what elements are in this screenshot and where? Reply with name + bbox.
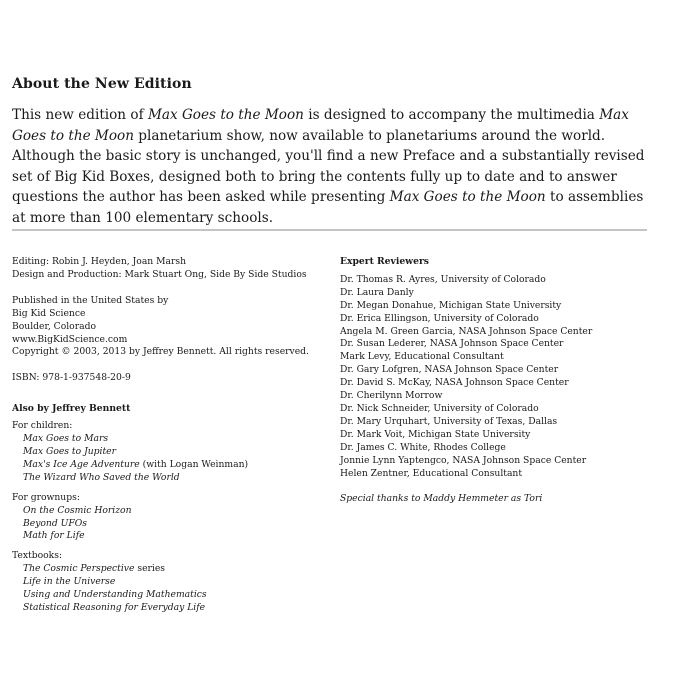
about-text-1: This new edition of [12, 107, 148, 123]
publisher-location: Boulder, Colorado [12, 320, 96, 332]
reviewer-name: Dr. Erica Ellingson, University of Colorado [340, 312, 539, 324]
book-title: On the Cosmic Horizon [23, 504, 132, 516]
book-series-note: series [134, 563, 165, 575]
about-title-3: Max Goes to the Moon [389, 189, 546, 206]
book-title: Life in the Universe [23, 576, 116, 588]
publisher-line: Published in the United States by [12, 294, 169, 306]
reviewer-name: Dr. James C. White, Rhodes College [340, 441, 506, 453]
reviewers-heading: Expert Reviewers [340, 256, 429, 267]
textbooks-label: Textbooks: [12, 550, 63, 562]
grownups-label: For grownups: [12, 491, 80, 503]
reviewer-name: Dr. Mary Urquhart, University of Texas, Dallas [340, 415, 558, 427]
book-title: Statistical Reasoning for Everyday Life [23, 601, 206, 613]
reviewer-name: Dr. Laura Danly [340, 286, 414, 298]
right-column [340, 256, 670, 506]
about-title-1: Max Goes to the Moon [147, 107, 304, 123]
copyright-line: Copyright © 2003, 2013 by Jeffrey Bennett. All rights reserved. [12, 346, 309, 358]
publisher-website: www.BigKidScience.com [12, 333, 128, 345]
book-title: Max Goes to Jupiter [23, 445, 117, 457]
book-title: The Cosmic Perspective [23, 563, 135, 575]
publisher-name: Big Kid Science [12, 307, 86, 319]
section-divider [12, 229, 647, 231]
book-title: Max's Ice Age Adventure [23, 458, 140, 470]
reviewer-name: Helen Zentner, Educational Consultant [340, 467, 523, 479]
also-by-heading: Also by Jeffrey Bennett [12, 403, 131, 415]
reviewer-name: Dr. Cherilynn Morrow [340, 390, 443, 402]
reviewer-name: Dr. Nick Schneider, University of Colorado [340, 402, 539, 414]
left-column [12, 256, 332, 615]
book-title: The Wizard Who Saved the World [23, 471, 180, 483]
reviewer-name: Dr. Megan Donahue, Michigan State University [340, 299, 562, 311]
reviewer-name: Jonnie Lynn Yaptengco, NASA Johnson Space Center [340, 454, 587, 466]
reviewer-name: Dr. Thomas R. Ayres, University of Colorado [340, 273, 546, 285]
about-text-3: planetarium show, now available to planetariums around the world. Although the basic story is unchanged, you'll find a new Preface and a substantially revised set of Big Kid Boxes, designed both to bring the contents fully up to date and to answer questions the author has been asked while presenting [12, 127, 645, 206]
isbn-line: ISBN: 978-1-937548-20-9 [12, 372, 131, 384]
book-title: Max Goes to Mars [23, 433, 109, 445]
book-title: Using and Understanding Mathematics [23, 589, 207, 601]
book-entry [12, 459, 332, 472]
book-title: Math for Life [23, 530, 85, 542]
about-text-4: to assemblies at more than 100 elementary schools. [12, 189, 644, 226]
book-title: Beyond UFOs [23, 517, 87, 529]
book-entry [12, 563, 332, 576]
children-label: For children: [12, 420, 73, 432]
reviewer-name: Dr. Mark Voit, Michigan State University [340, 428, 531, 440]
reviewer-name: Dr. Susan Lederer, NASA Johnson Space Center [340, 338, 564, 350]
editing-credit: Editing: Robin J. Heyden, Joan Marsh [12, 256, 187, 267]
about-paragraph [12, 105, 652, 229]
about-title-2: Max Goes to the Moon [12, 107, 629, 144]
reviewer-name: Dr. David S. McKay, NASA Johnson Space Center [340, 377, 569, 389]
reviewer-name: Mark Levy, Educational Consultant [340, 351, 504, 363]
about-heading: About the New Edition [12, 76, 192, 92]
reviewer-name: Dr. Gary Lofgren, NASA Johnson Space Center [340, 364, 559, 376]
design-credit: Design and Production: Mark Stuart Ong, Side By Side Studios [12, 268, 307, 280]
reviewer-name: Angela M. Green Garcia, NASA Johnson Space Center [340, 325, 593, 337]
book-coauthor-note: (with Logan Weinman) [139, 458, 249, 470]
special-thanks: Special thanks to Maddy Hemmeter as Tori [340, 493, 543, 505]
about-text-2: is designed to accompany the multimedia [303, 107, 600, 123]
